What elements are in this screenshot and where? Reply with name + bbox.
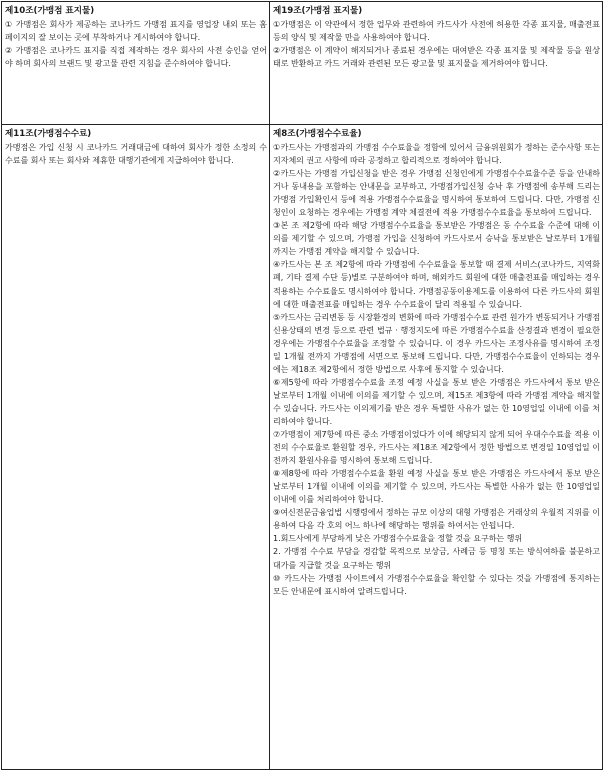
article-8-cell xyxy=(270,125,603,770)
article-8-paragraph-3: ③본 조 제2항에 따라 해당 가맹점수수료율을 통보받은 가맹점은 동 수수료율 수준에 대해 이의를 제기할 수 있으며, 가맹점 가입을 신청하여 카드사로서 승낙을 통보받은 날로부터 1개월까지는 가맹점 계약을 해지할 수 있습니다. xyxy=(273,221,600,257)
article-8-paragraph-10: ⑩ 카드사는 가맹점 사이트에서 가맹점수수료율을 확인할 수 있다는 것을 가맹점에 통지하는 모든 안내문에 표시하여 알려드립니다. xyxy=(273,573,600,596)
article-8-title: 제8조(가맹점수수료율) xyxy=(273,129,362,139)
article-8-paragraph-1: ①카드사는 가맹점과의 가맹점 수수료율을 정함에 있어서 금융위원회가 정하는 준수사항 또는 지자체의 권고 사항에 따라 공정하고 합리적으로 정하여야 합니다. xyxy=(273,143,600,166)
article-8-paragraph-9: ⑨여신전문금융업법 시행령에서 정하는 규모 이상의 대형 가맹점은 거래상의 우월적 지위를 이용하여 다음 각 호의 어느 하나에 해당하는 행위를 하여서는 안됩니다. xyxy=(273,508,600,531)
article-8-paragraph-8: ⑧제8항에 따라 가맹점수수료율 환원 예정 사실을 통보 받은 가맹점은 카드사에서 통보 받은 날로부터 1개월 이내에 이의를 제기할 수 있으며, 카드사는 특별한 사유가 없는 한 10영업일 이내에 이를 처리하여야 합니다. xyxy=(273,469,600,505)
article-10-title: 제10조(가맹점 표지물) xyxy=(5,6,95,16)
table-row xyxy=(2,125,603,770)
article-8-paragraph-5: ⑤카드사는 금리변동 등 시장환경의 변화에 따라 가맹점수수료 관련 원가가 변동되거나 가맹점 신용상태의 변경 등으로 관련 법규 · 행정지도에 따른 가맹점수수료율 산정결과 변경이 필요한 경우에는 가맹점수수료율을 조정할 수 있습니다. 이 경우 카드사는 조정사유를 명시하여 조정일 1개월 전까지 가맹점에 서면으로 통보해 드립니다. 다만, 가맹점수수료율이 인하되는 경우에는 제18조 제2항에서 정한 방법으로 사후에 통지할 수 있습니다. xyxy=(273,312,600,374)
article-8-paragraph-4: ④카드사는 본 조 제2항에 따라 가맹점에 수수료율을 통보할 때 결제 서비스(코나카드, 지역화폐, 기타 결제 수단 등)별로 구분하여야 하며, 해외카드 회원에 대한 매출전표를 매입하는 경우 적용하는 수수료율도 명시하여야 합니다. 가맹점공동이용제도를 이용하여 다른 카드사의 회원에 대한 매출전표를 매입하는 경우 수수료율이 달리 적용될 수 있습니다. xyxy=(273,260,600,309)
article-19-title: 제19조(가맹점 표지물) xyxy=(273,6,363,16)
article-19-cell xyxy=(270,2,603,125)
article-11-title: 제11조(가맹점수수료) xyxy=(5,129,92,139)
article-8-item-2: 2. 가맹점 수수료 부담을 경감할 목적으로 보상금, 사례금 등 명칭 또는 방식여하를 불문하고 대가를 지급할 것을 요구하는 행위 xyxy=(273,547,600,570)
table-row xyxy=(2,2,603,125)
article-19-paragraph-2: ②가맹점은 이 계약이 해지되거나 종료된 경우에는 대여받은 각종 표지물 및 제작물 등을 원상태로 반환하고 카드 거래와 관련된 모든 광고물 및 표지물을 제거하여야 합니다. xyxy=(273,46,600,69)
article-10-paragraph-2: ② 가맹점은 코나카드 표지를 직접 제작하는 경우 회사의 사전 승인을 얻어야 하며 회사의 브랜드 및 광고물 관련 지침을 준수하여야 합니다. xyxy=(5,46,267,69)
article-19-paragraph-1: ①가맹점은 이 약관에서 정한 업무와 관련하여 카드사가 사전에 허용한 각종 표지물, 매출전표 등의 양식 및 제작물 만을 사용하여야 합니다. xyxy=(273,20,600,43)
article-11-paragraph-1: 가맹점은 가입 신청 시 코나카드 거래대금에 대하여 회사가 정한 소정의 수수료를 회사 또는 회사와 제휴한 대행기관에게 지급하여야 합니다. xyxy=(5,143,267,166)
article-8-paragraph-2: ②카드사는 가맹점 가입신청을 받은 경우 가맹점 신청인에게 가맹점수수료율수준 등을 안내하거나 동내용을 포함하는 안내문을 교부하고, 가맹점가입신청 승낙 후 가맹점에 송부해 드리는 가맹점 가입확인서 등에 적용 가맹점수수료율을 명시하여 통보하여 드립니다. 다만, 가맹점 신청인이 요청하는 경우에는 가맹점 계약 체결전에 적용 가맹점수수료율을 통보하여 드립니다. xyxy=(273,169,600,218)
article-8-item-1: 1.회드사에게 부당하게 낮은 가맹점수수료율을 정할 것을 요구하는 행위 xyxy=(273,534,523,544)
article-11-cell xyxy=(2,125,270,770)
article-10-paragraph-1: ① 가맹점은 회사가 제공하는 코나카드 가맹점 표지를 영업장 내외 또는 홈페이지의 잘 보이는 곳에 부착하거나 게시하여야 합니다. xyxy=(5,20,267,43)
article-8-paragraph-6: ⑥제5항에 따라 가맹점수수료율 조정 예정 사실을 통보 받은 가맹점은 카드사에서 통보 받은 날로부터 1개월 이내에 이의를 제기할 수 있으며, 제15조 제3항에 따라 가맹점 계약을 해지할 수 있습니다. 카드사는 이의제기를 받은 경우 특별한 사유가 없는 한 10영업일 이내에 이를 처리하여야 합니다. xyxy=(273,377,600,426)
article-8-paragraph-7: ⑦가맹점이 제7항에 따른 중소 가맹점이었다가 이에 해당되지 않게 되어 우대수수료율 적용 이전의 수수료율로 환원할 경우, 카드사는 제18조 제2항에서 정한 방법으로 변경일 10영업일 이전까지 환원사유를 명시하여 통보해 드립니다. xyxy=(273,430,600,466)
terms-comparison-table xyxy=(1,1,603,770)
article-10-cell xyxy=(2,2,270,125)
